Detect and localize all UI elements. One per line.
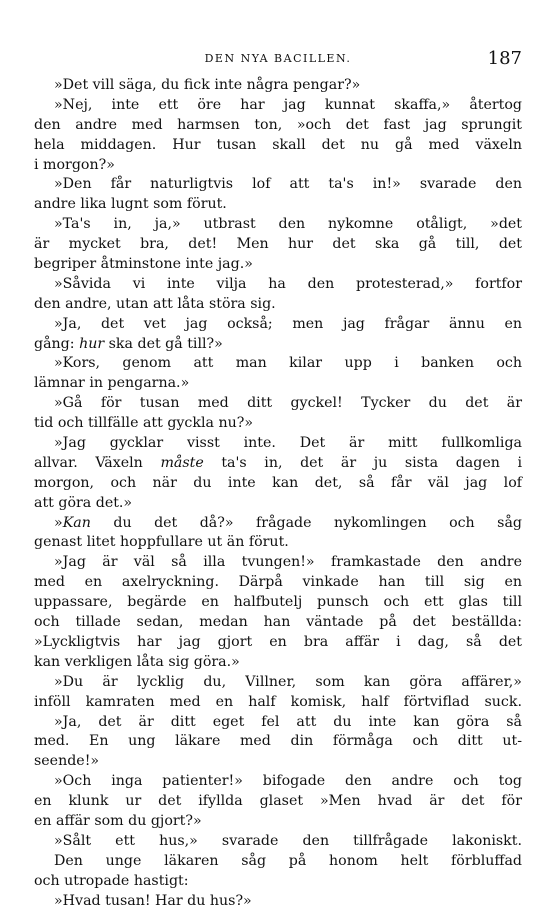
text-line: »Du är lycklig du, Villner, som kan göra affärer,» — [54, 673, 522, 690]
italic-word: Kan — [62, 514, 91, 531]
text-line — [34, 335, 522, 355]
page-number: 187 — [487, 48, 522, 69]
text-line: »Jag gycklar visst inte. Det är mitt fullkomliga — [54, 435, 522, 452]
text-line: »Ja, det är ditt eget fel att du inte kan göra så — [54, 713, 522, 730]
text-line: lämnar in pengarna.» — [34, 375, 190, 392]
text-line: en klunk ur det ifyllda glaset »Men hvad är det för — [34, 793, 522, 810]
text-line: morgon, och när du inte kan det, så får väl jag lof — [34, 474, 522, 491]
text-segment: gång: — [34, 335, 80, 352]
text-line: »Det vill säga, du fick inte några pengar?» — [54, 77, 361, 93]
text-line: att göra det.» — [34, 494, 133, 511]
body-text — [34, 76, 522, 911]
text-line: »Såvida vi inte vilja ha den protesterad,» fortfor — [54, 275, 522, 292]
text-line: »Kors, genom att man kilar upp i banken och — [54, 355, 522, 372]
text-line: hela middagen. Hur tusan skall det nu gå med växeln — [34, 136, 522, 153]
running-title: DEN NYA BACILLEN. — [204, 52, 352, 65]
text-line: den andre, utan att låta störa sig. — [34, 295, 276, 312]
running-head — [34, 48, 522, 72]
text-line: en affär som du gjort?» — [34, 812, 202, 829]
text-line: begriper åtminstone inte jag.» — [34, 256, 253, 273]
text-line: »Hvad tusan! Har du hus?» — [54, 892, 252, 909]
text-line: »Ja, det vet jag också; men jag frågar ännu en — [54, 315, 522, 332]
text-line: är mycket bra, det! Men hur det ska gå till, det — [34, 236, 522, 253]
text-line: »Gå för tusan med ditt gyckel! Tycker du det är — [54, 395, 522, 412]
text-line: med. En ung läkare med din förmåga och ditt ut- — [34, 733, 522, 750]
text-line: »Lyckligtvis har jag gjort en bra affär i dag, så det — [34, 633, 522, 650]
text-line: genast litet hoppfullare ut än förut. — [34, 534, 289, 551]
italic-word: hur — [79, 335, 105, 352]
text-line: och utropade hastigt: — [34, 872, 189, 889]
text-line: och tillade sedan, medan han väntade på det beställda: — [34, 614, 522, 631]
text-line — [34, 514, 522, 534]
text-line: »Och inga patienter!» bifogade den andre och tog — [54, 773, 522, 790]
text-line: »Sålt ett hus,» svarade den tillfrågade lakoniskt. — [54, 832, 522, 849]
text-line: »Den får naturligtvis lof att ta's in!» svarade den — [54, 176, 522, 193]
text-line: »Jag är väl så illa tvungen!» framkastade den andre — [54, 554, 522, 571]
text-line: i morgon?» — [34, 156, 115, 173]
text-segment: du det då?» frågade nykomlingen och såg — [90, 514, 522, 531]
text-line: inföll kamraten med en half komisk, half förtviflad suck. — [34, 693, 522, 710]
text-segment: ta's in, det är ju sista dagen i — [203, 454, 523, 471]
text-line: andre lika lugnt som förut. — [34, 196, 227, 213]
text-line — [34, 454, 522, 474]
text-line: »Nej, inte ett öre har jag kunnat skaffa,» återtog — [54, 96, 522, 113]
text-segment: » — [54, 514, 63, 531]
text-line: den andre med harmsen ton, »och det fast jag sprungit — [34, 116, 522, 133]
text-segment: allvar. Växeln — [34, 454, 161, 471]
text-line: med en axelryckning. Därpå vinkade han till sig en — [34, 574, 522, 591]
italic-word: måste — [160, 454, 204, 471]
text-line: Den unge läkaren såg på honom helt förbluffad — [54, 852, 522, 869]
text-line: »Ta's in, ja,» utbrast den nykomne otåligt, »det — [54, 216, 522, 233]
text-line: seende!» — [34, 753, 100, 770]
text-line: kan verkligen låta sig göra.» — [34, 653, 240, 670]
text-line: tid och tillfälle att gyckla nu?» — [34, 415, 254, 432]
text-segment: ska det gå till?» — [104, 335, 223, 352]
text-line: uppassare, begärde en halfbutelj punsch och ett glas till — [34, 594, 522, 611]
